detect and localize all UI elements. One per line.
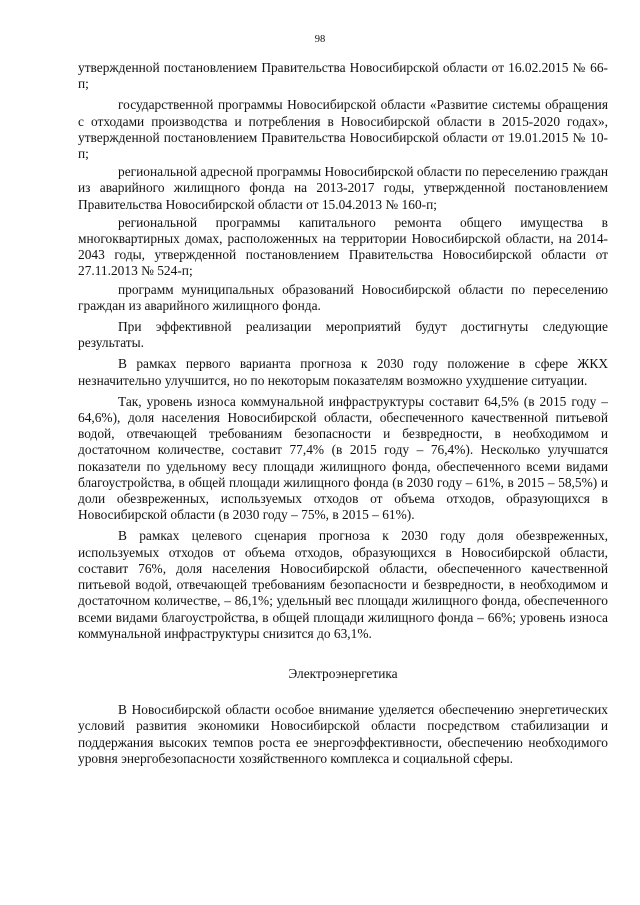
paragraph-waste-program: государственной программы Новосибирской области «Развитие системы обращения с отходами производства и потребления в Новосибирской области в 2015-2020 годах», утвержденной постановлением Правительства Новосибирской области от 19.01.2015 № 10-п; — [78, 97, 608, 162]
section-heading: Электроэнергетика — [288, 665, 398, 681]
paragraph-first-scenario-details: Так, уровень износа коммунальной инфраструктуры составит 64,5% (в 2015 году – 64,6%), доля населения Новосибирской области, обеспеченного качественной питьевой водой, отвечающей требованиям безопасности и безвредности, в необходимом и достаточном количестве, составит 77,4% (в 2015 году – 76,4%). Несколько улучшатся показатели по удельному весу площади жилищного фонда, обеспеченного всеми видами благоустройства, в общей площади жилищного фонда (в 2030 году – 61%, в 2015 – 58,5%) и доли обезвреженных, используемых отходов от объема отходов, образующихся в Новосибирской области (в 2030 году – 75%, в 2015 – 61%). — [78, 393, 608, 523]
paragraph-energy: В Новосибирской области особое внимание уделяется обеспечению энергетических условий развития экономики Новосибирской области посредством стабилизации и поддержания высоких темпов роста ее энергоэффективности, обеспечению необходимого уровня энергобезопасности хозяйственного комплекса и социальной сферы. — [78, 702, 608, 766]
document-body — [78, 60, 608, 772]
paragraph-capital-repair-program: региональной программы капитального ремонта общего имущества в многоквартирных домах, расположенных на территории Новосибирской области, на 2014-2043 годы, утвержденной постановлением Правительства Новосибирской области от 27.11.2013 № 524-п; — [78, 214, 608, 279]
page-number: 98 — [314, 34, 326, 45]
paragraph-results-intro: При эффективной реализации мероприятий будут достигнуты следующие результаты. — [78, 319, 608, 351]
paragraph-continuation: утвержденной постановлением Правительства Новосибирской области от 16.02.2015 № 66-п; — [78, 60, 608, 92]
paragraph-target-scenario: В рамках целевого сценария прогноза к 2030 году доля обезвреженных, используемых отходов от объема отходов, образующихся в Новосибирской области, составит 76%, доля населения Новосибирской области, обеспеченного качественной питьевой водой, отвечающей требованиям безопасности и безвредности, в необходимом и достаточном количестве, – 86,1%; удельный вес площади жилищного фонда, обеспеченного всеми видами благоустройства, в общей площади жилищного фонда – 66%; уровень износа коммунальной инфраструктуры снизится до 63,1%. — [78, 528, 608, 641]
paragraph-first-scenario: В рамках первого варианта прогноза к 2030 году положение в сфере ЖКХ незначительно улучшится, но по некоторым показателям возможно ухудшение ситуации. — [78, 356, 608, 388]
paragraph-municipal-programs: программ муниципальных образований Новосибирской области по переселению граждан из аварийного жилищного фонда. — [78, 281, 608, 313]
paragraph-resettlement-program: региональной адресной программы Новосибирской области по переселению граждан из аварийного жилищного фонда на 2013-2017 годы, утвержденной постановлением Правительства Новосибирской области от 15.04.2013 № 160-п; — [78, 164, 608, 212]
